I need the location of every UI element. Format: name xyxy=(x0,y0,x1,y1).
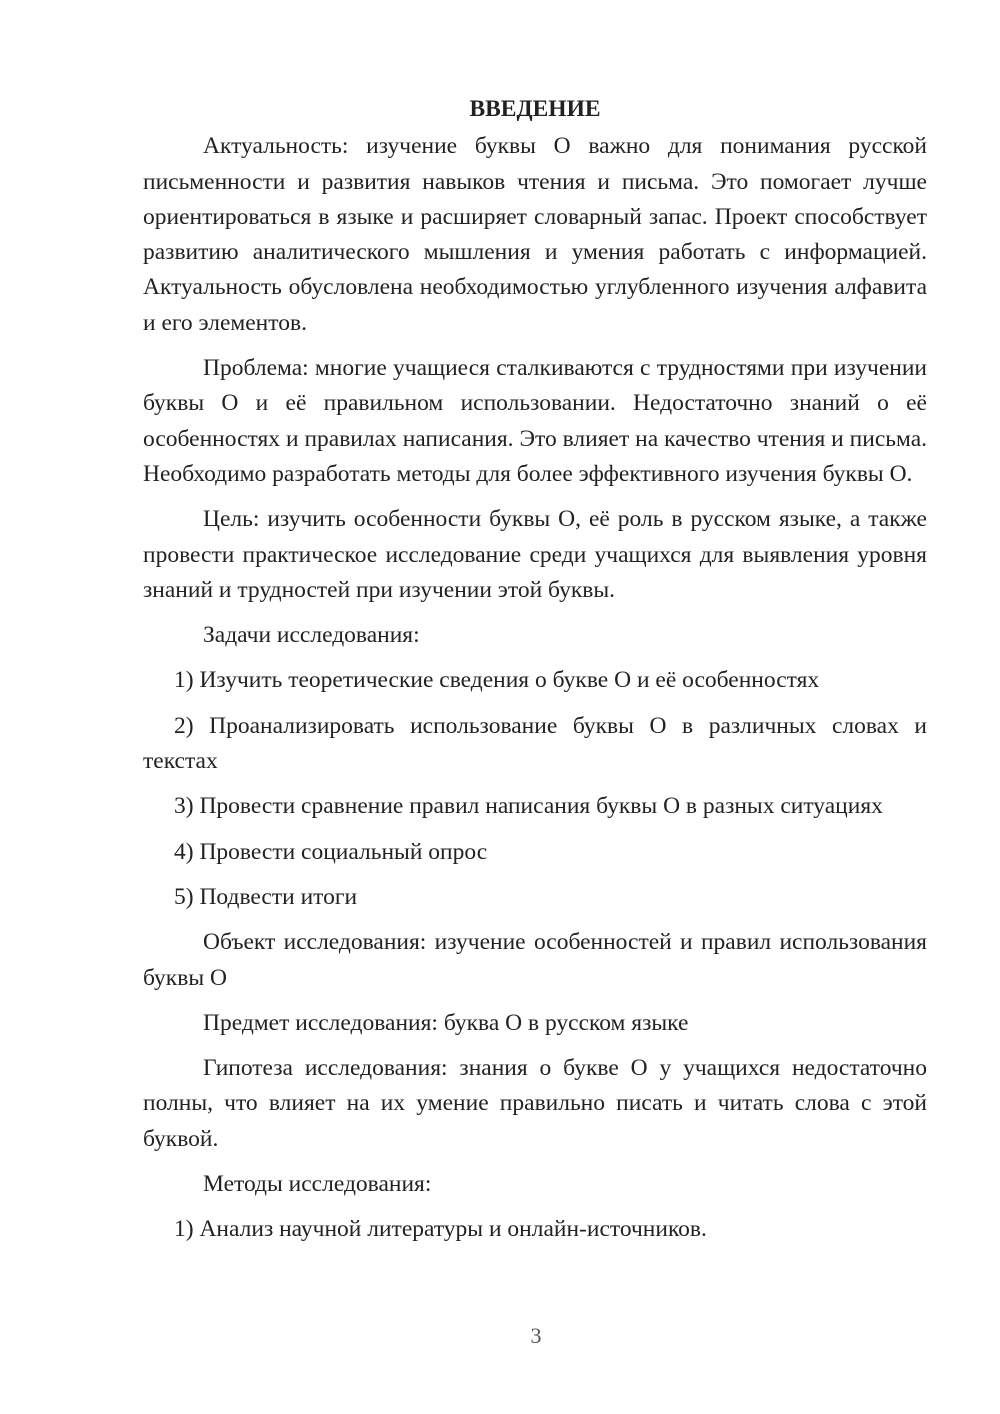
research-object-paragraph: Объект исследования: изучение особенностей и правил использования буквы О xyxy=(143,929,927,991)
problem-paragraph: Проблема: многие учащиеся сталкиваются с трудностями при изучении буквы О и её правильном использовании. Недостаточно знаний о её особенностях и правилах написания. Это влияет на качество чтения и письма. Необходимо разработать методы для более эффективного изучения буквы О. xyxy=(143,355,927,487)
page-number: 3 xyxy=(530,1323,542,1348)
goal-paragraph: Цель: изучить особенности буквы О, её роль в русском языке, а также провести практическое исследование среди учащихся для выявления уровня знаний и трудностей при изучении этой буквы. xyxy=(143,506,927,603)
tasks-heading: Задачи исследования: xyxy=(203,622,420,649)
hypothesis-paragraph: Гипотеза исследования: знания о букве О у учащихся недостаточно полны, что влияет на их умение правильно писать и читать слова с этой буквой. xyxy=(143,1055,927,1152)
methods-heading: Методы исследования: xyxy=(203,1171,432,1198)
method-item-1: 1) Анализ научной литературы и онлайн-источников. xyxy=(174,1216,707,1243)
task-item-5: 5) Подвести итоги xyxy=(174,883,358,910)
section-title: ВВЕДЕНИЕ xyxy=(469,96,601,122)
task-item-1: 1) Изучить теоретические сведения о букве О и её особенностях xyxy=(174,667,820,694)
task-item-3: 3) Провести сравнение правил написания буквы О в разных ситуациях xyxy=(174,793,883,820)
research-subject-paragraph: Предмет исследования: буква О в русском языке xyxy=(203,1009,689,1036)
relevance-paragraph: Актуальность: изучение буквы О важно для понимания русской письменности и развития навыков чтения и письма. Это помогает лучше ориентироваться в языке и расширяет словарный запас. Проект способствует развитию аналитического мышления и умения работать с информацией. Актуальность обусловлена необходимостью углубленного изучения алфавита и его элементов. xyxy=(143,133,927,336)
page-content xyxy=(143,92,927,1258)
task-item-2: 2) Проанализировать использование буквы О в различных словах и текстах xyxy=(143,712,927,775)
task-item-4: 4) Провести социальный опрос xyxy=(174,838,488,865)
